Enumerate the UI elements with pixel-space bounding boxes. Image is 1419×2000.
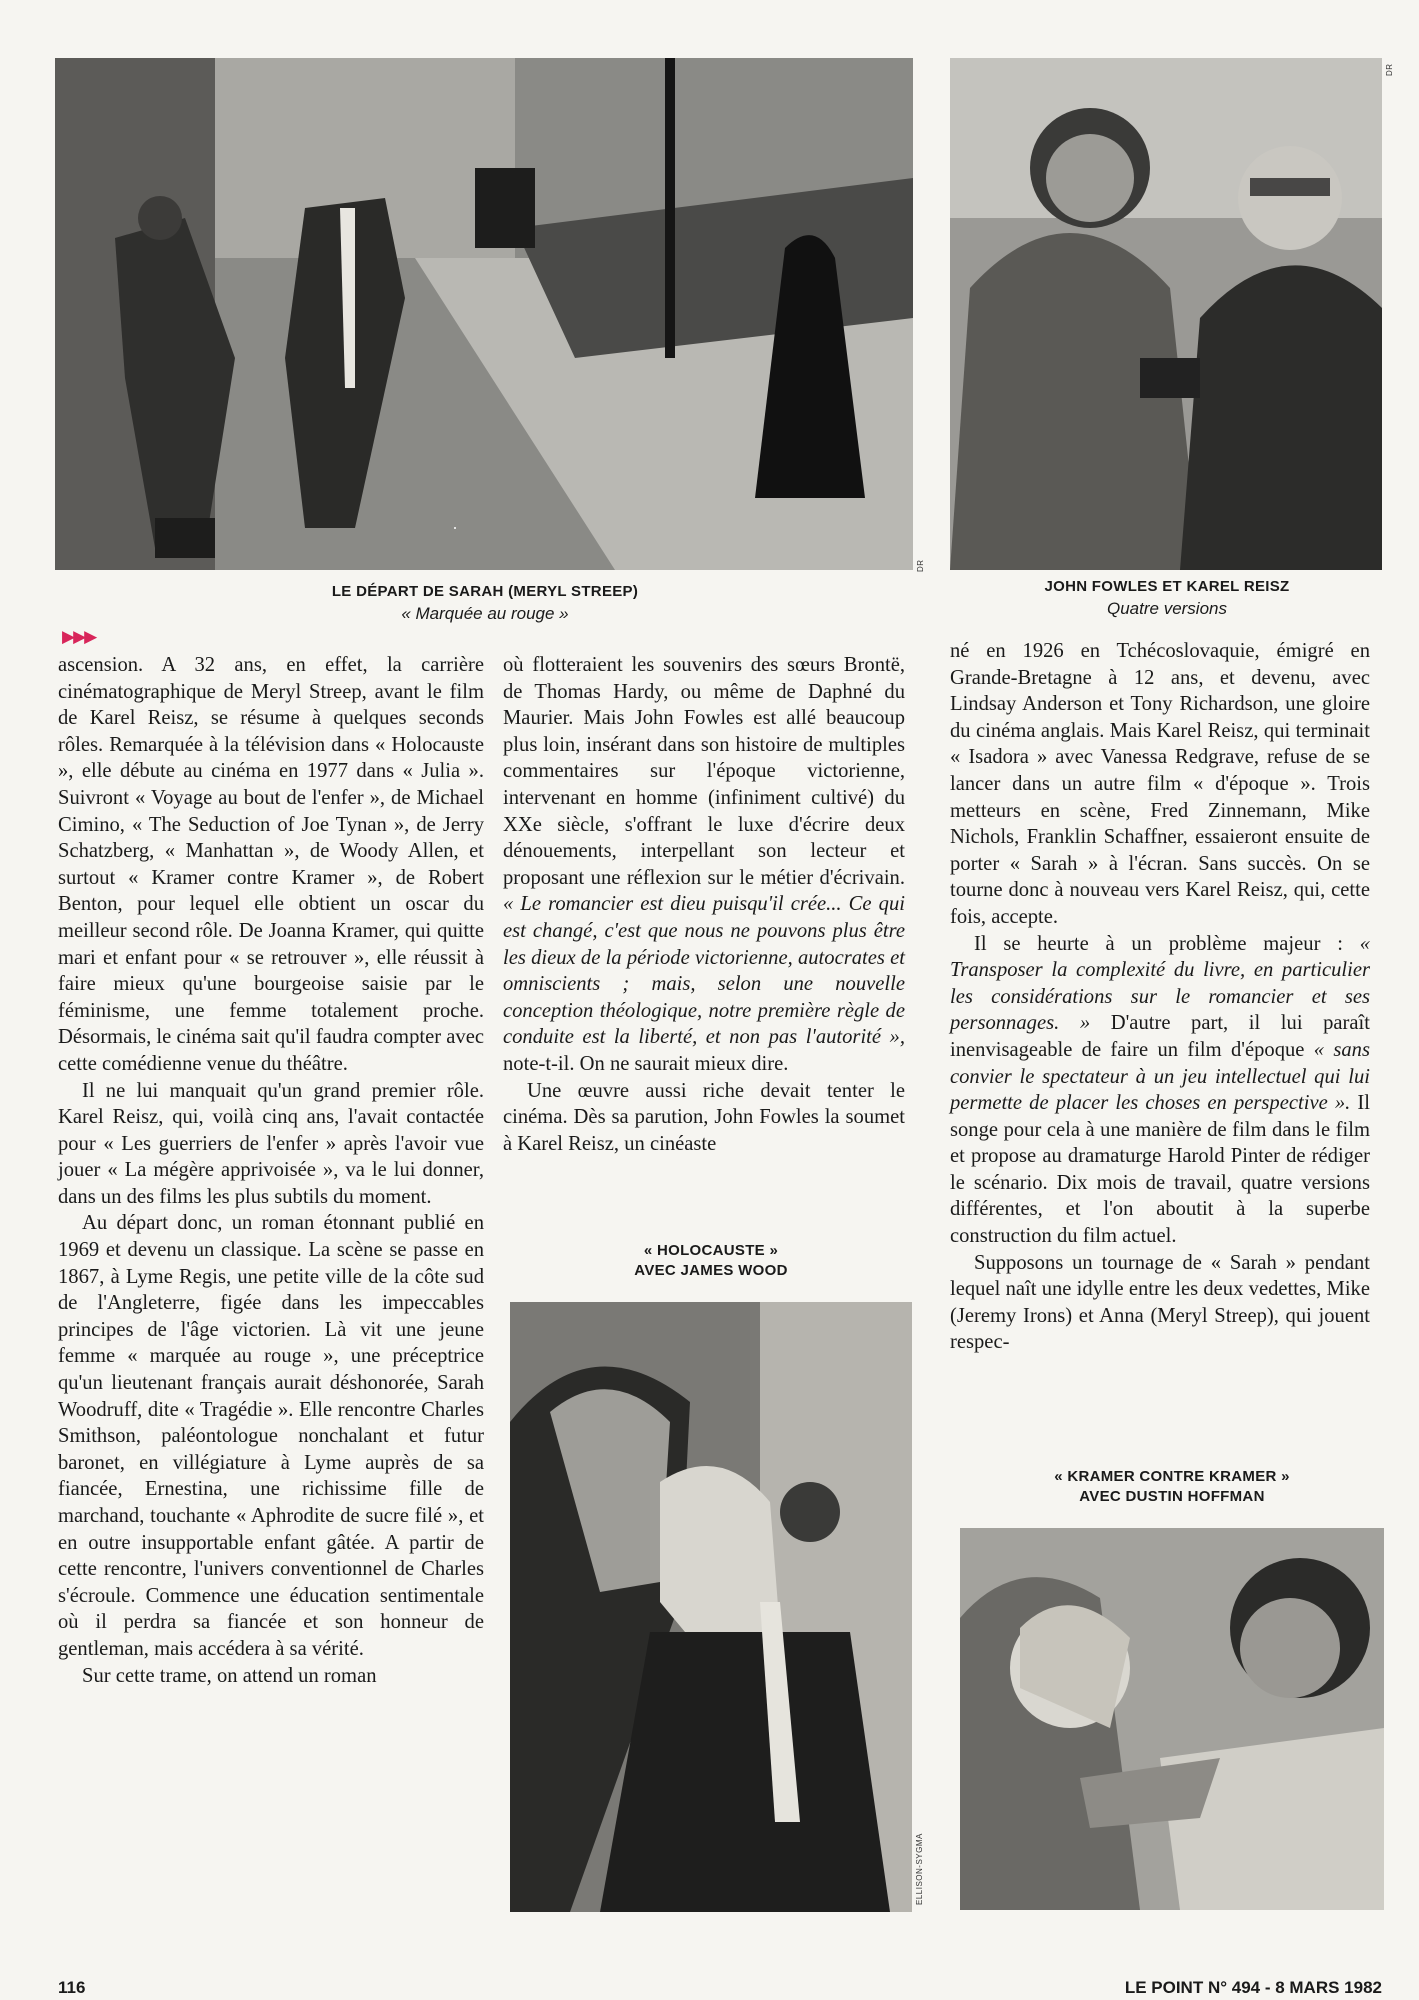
caption-kramer-line1: « KRAMER CONTRE KRAMER » bbox=[1054, 1468, 1290, 1485]
article-column-1 bbox=[58, 652, 484, 1689]
photo-credit-holocauste: ELLISON-SYGMA bbox=[915, 1833, 924, 1905]
photo-sarah-illustration bbox=[55, 58, 913, 570]
col1-paragraph-4: Sur cette trame, on attend un roman bbox=[82, 1664, 377, 1687]
article-column-3 bbox=[950, 638, 1370, 1356]
col1-paragraph-3: Au départ donc, un roman étonnant publié en 1969 et devenu un classique. La scène se passe en 1867, à Lyme Regis, une petite ville de la côte sud de l'Angleterre, figée dans les impeccables principes de l'âge victorien. Là vit une jeune femme « marquée au rouge », une préceptrice qu'un lieutenant français aurait déshonorée, Sarah Woodruff, dite « Tragédie ». Elle rencontre Charles Smithson, paléontologue nonchalant et futur baronet, en villégiature à Lyme auprès de sa fiancée, Ernestina, une richissime fille de marchand, touchante « Aphrodite de sucre filé », et en outre insupportable enfant gâtée. A partir de cette rencontre, l'univers conventionnel de Charles s'écroule. Commence une éducation sentimentale où il perdra sa fiancée et son honneur de gentleman, mais accédera à sa vérité. bbox=[58, 1212, 484, 1660]
caption-sarah-subtitle: « Marquée au rouge » bbox=[401, 604, 569, 623]
continuation-arrows-icon: ▶▶▶ bbox=[62, 627, 96, 647]
col3-paragraph-2a: Il se heurte à un problème majeur : bbox=[974, 932, 1343, 955]
caption-kramer-line2: AVEC DUSTIN HOFFMAN bbox=[1079, 1488, 1265, 1505]
col3-quote-2: « sans convier le spectateur à un jeu intellectuel qui lui permette de placer les choses en perspective ». bbox=[950, 1038, 1370, 1115]
article-column-2 bbox=[503, 652, 905, 1157]
magazine-footer: LE POINT N° 494 - 8 MARS 1982 bbox=[1124, 1978, 1382, 1997]
caption-fowles-subtitle: Quatre versions bbox=[1107, 599, 1227, 618]
caption-sarah bbox=[60, 582, 910, 626]
col2-paragraph-2: Une œuvre aussi riche devait tenter le cinéma. Dès sa parution, John Fowles la soumet à Karel Reisz, un cinéaste bbox=[503, 1079, 905, 1155]
photo-fowles-reisz bbox=[950, 58, 1382, 570]
col1-paragraph-1: ascension. A 32 ans, en effet, la carrière cinématographique de Meryl Streep, avant le film de Karel Reisz, se résume à quelques seconds rôles. Remarquée à la télévision dans « Holocauste », elle débute au cinéma en 1977 dans « Julia ». Suivront « Voyage au bout de l'enfer », de Michael Cimino, « The Seduction of Joe Tynan », de Jerry Schatzberg, « Manhattan », de Woody Allen, et surtout « Kramer contre Kramer », de Robert Benton, pour lequel elle obtient un oscar du meilleur second rôle. De Joanna Kramer, qui quitte mari et enfant pour « se retrouver », elle réussit à faire mieux qu'une bourgeoise saisie par le féminisme, une femme totalement proche. Désormais, le cinéma sait qu'il faudra compter avec cette comédienne venue du théâtre. bbox=[58, 654, 484, 1075]
col2-quote-tail: note-t-il. On ne saurait mieux dire. bbox=[503, 1052, 789, 1075]
photo-fowles-illustration bbox=[950, 58, 1382, 570]
col3-paragraph-3: Supposons un tournage de « Sarah » pendant lequel naît une idylle entre les deux vedettes, Mike (Jeremy Irons) et Anna (Meryl Streep), qui jouent respec- bbox=[950, 1251, 1370, 1354]
col2-quote: « Le romancier est dieu puisqu'il crée... Ce qui est changé, c'est que nous ne pouvons plus être les dieux de la période victorienne, autocrates et omniscients ; mais, selon une nouvelle conception théologique, notre première règle de conduite est la liberté, et non pas l'autorité », bbox=[503, 893, 905, 1049]
caption-fowles-title: JOHN FOWLES ET KAREL REISZ bbox=[1044, 578, 1290, 595]
col3-paragraph-1: né en 1926 en Tchécoslovaquie, émigré en Grande-Bretagne à 12 ans, et devenu, avec Lindsay Anderson et Tony Richardson, une gloire du cinéma anglais. Mais Karel Reisz, qui terminait « Isadora » avec Vanessa Redgrave, refuse de se lancer dans un autre film « d'époque ». Trois metteurs en scène, Fred Zinnemann, Mike Nichols, Franklin Schaffner, essaieront ensuite de porter « Sarah » à l'écran. Sans succès. On se tourne donc à nouveau vers Karel Reisz, qui, cette fois, accepte. bbox=[950, 640, 1370, 928]
caption-fowles bbox=[952, 577, 1382, 621]
caption-holocauste bbox=[510, 1241, 912, 1281]
page-number: 116 bbox=[58, 1978, 86, 1997]
col3-paragraph-2c: Il songe pour cela à une manière de film dans le film et propose au dramaturge Harold Pinter de rédiger le scénario. Dix mois de travail, quatre versions différentes, et l'on aboutit à la superbe construction du film actuel. bbox=[950, 1092, 1370, 1248]
col3-paragraph-2b: D'autre part, il lui paraît inenvisageable de faire un film d'époque bbox=[950, 1012, 1370, 1061]
col3-quote-1: « Transposer la complexité du livre, en particulier les considérations sur le romancier et ses personnages. » bbox=[950, 932, 1370, 1035]
photo-credit-sarah: DR bbox=[916, 559, 925, 572]
photo-sarah-departure bbox=[55, 58, 913, 570]
caption-sarah-title: LE DÉPART DE SARAH (MERYL STREEP) bbox=[331, 583, 639, 600]
photo-holocauste bbox=[510, 1302, 912, 1912]
caption-holocauste-line1: « HOLOCAUSTE » bbox=[643, 1242, 779, 1259]
caption-kramer bbox=[960, 1467, 1384, 1507]
col2-paragraph-1: où flotteraient les souvenirs des sœurs Brontë, de Thomas Hardy, ou même de Daphné du Maurier. Mais John Fowles est allé beaucoup plus loin, insérant dans son histoire de multiples commentaires sur l'époque victorienne, intervenant en homme (infiniment cultivé) du XXe siècle, s'offrant le luxe d'écrire deux dénouements, interpellant son lecteur et proposant une réflexion sur le métier d'écrivain. bbox=[503, 654, 905, 889]
col1-paragraph-2: Il ne lui manquait qu'un grand premier rôle. Karel Reisz, qui, voilà cinq ans, l'avait contactée pour « Les guerriers de l'enfer » après l'avoir vue jouer « La mégère apprivoisée », va le lui donner, dans un des films les plus subtils du moment. bbox=[58, 1079, 484, 1208]
photo-holocauste-illustration bbox=[510, 1302, 912, 1912]
photo-kramer bbox=[960, 1528, 1384, 1910]
caption-holocauste-line2: AVEC JAMES WOOD bbox=[634, 1262, 788, 1279]
photo-credit-fowles: DR bbox=[1385, 63, 1394, 76]
photo-kramer-illustration bbox=[960, 1528, 1384, 1910]
